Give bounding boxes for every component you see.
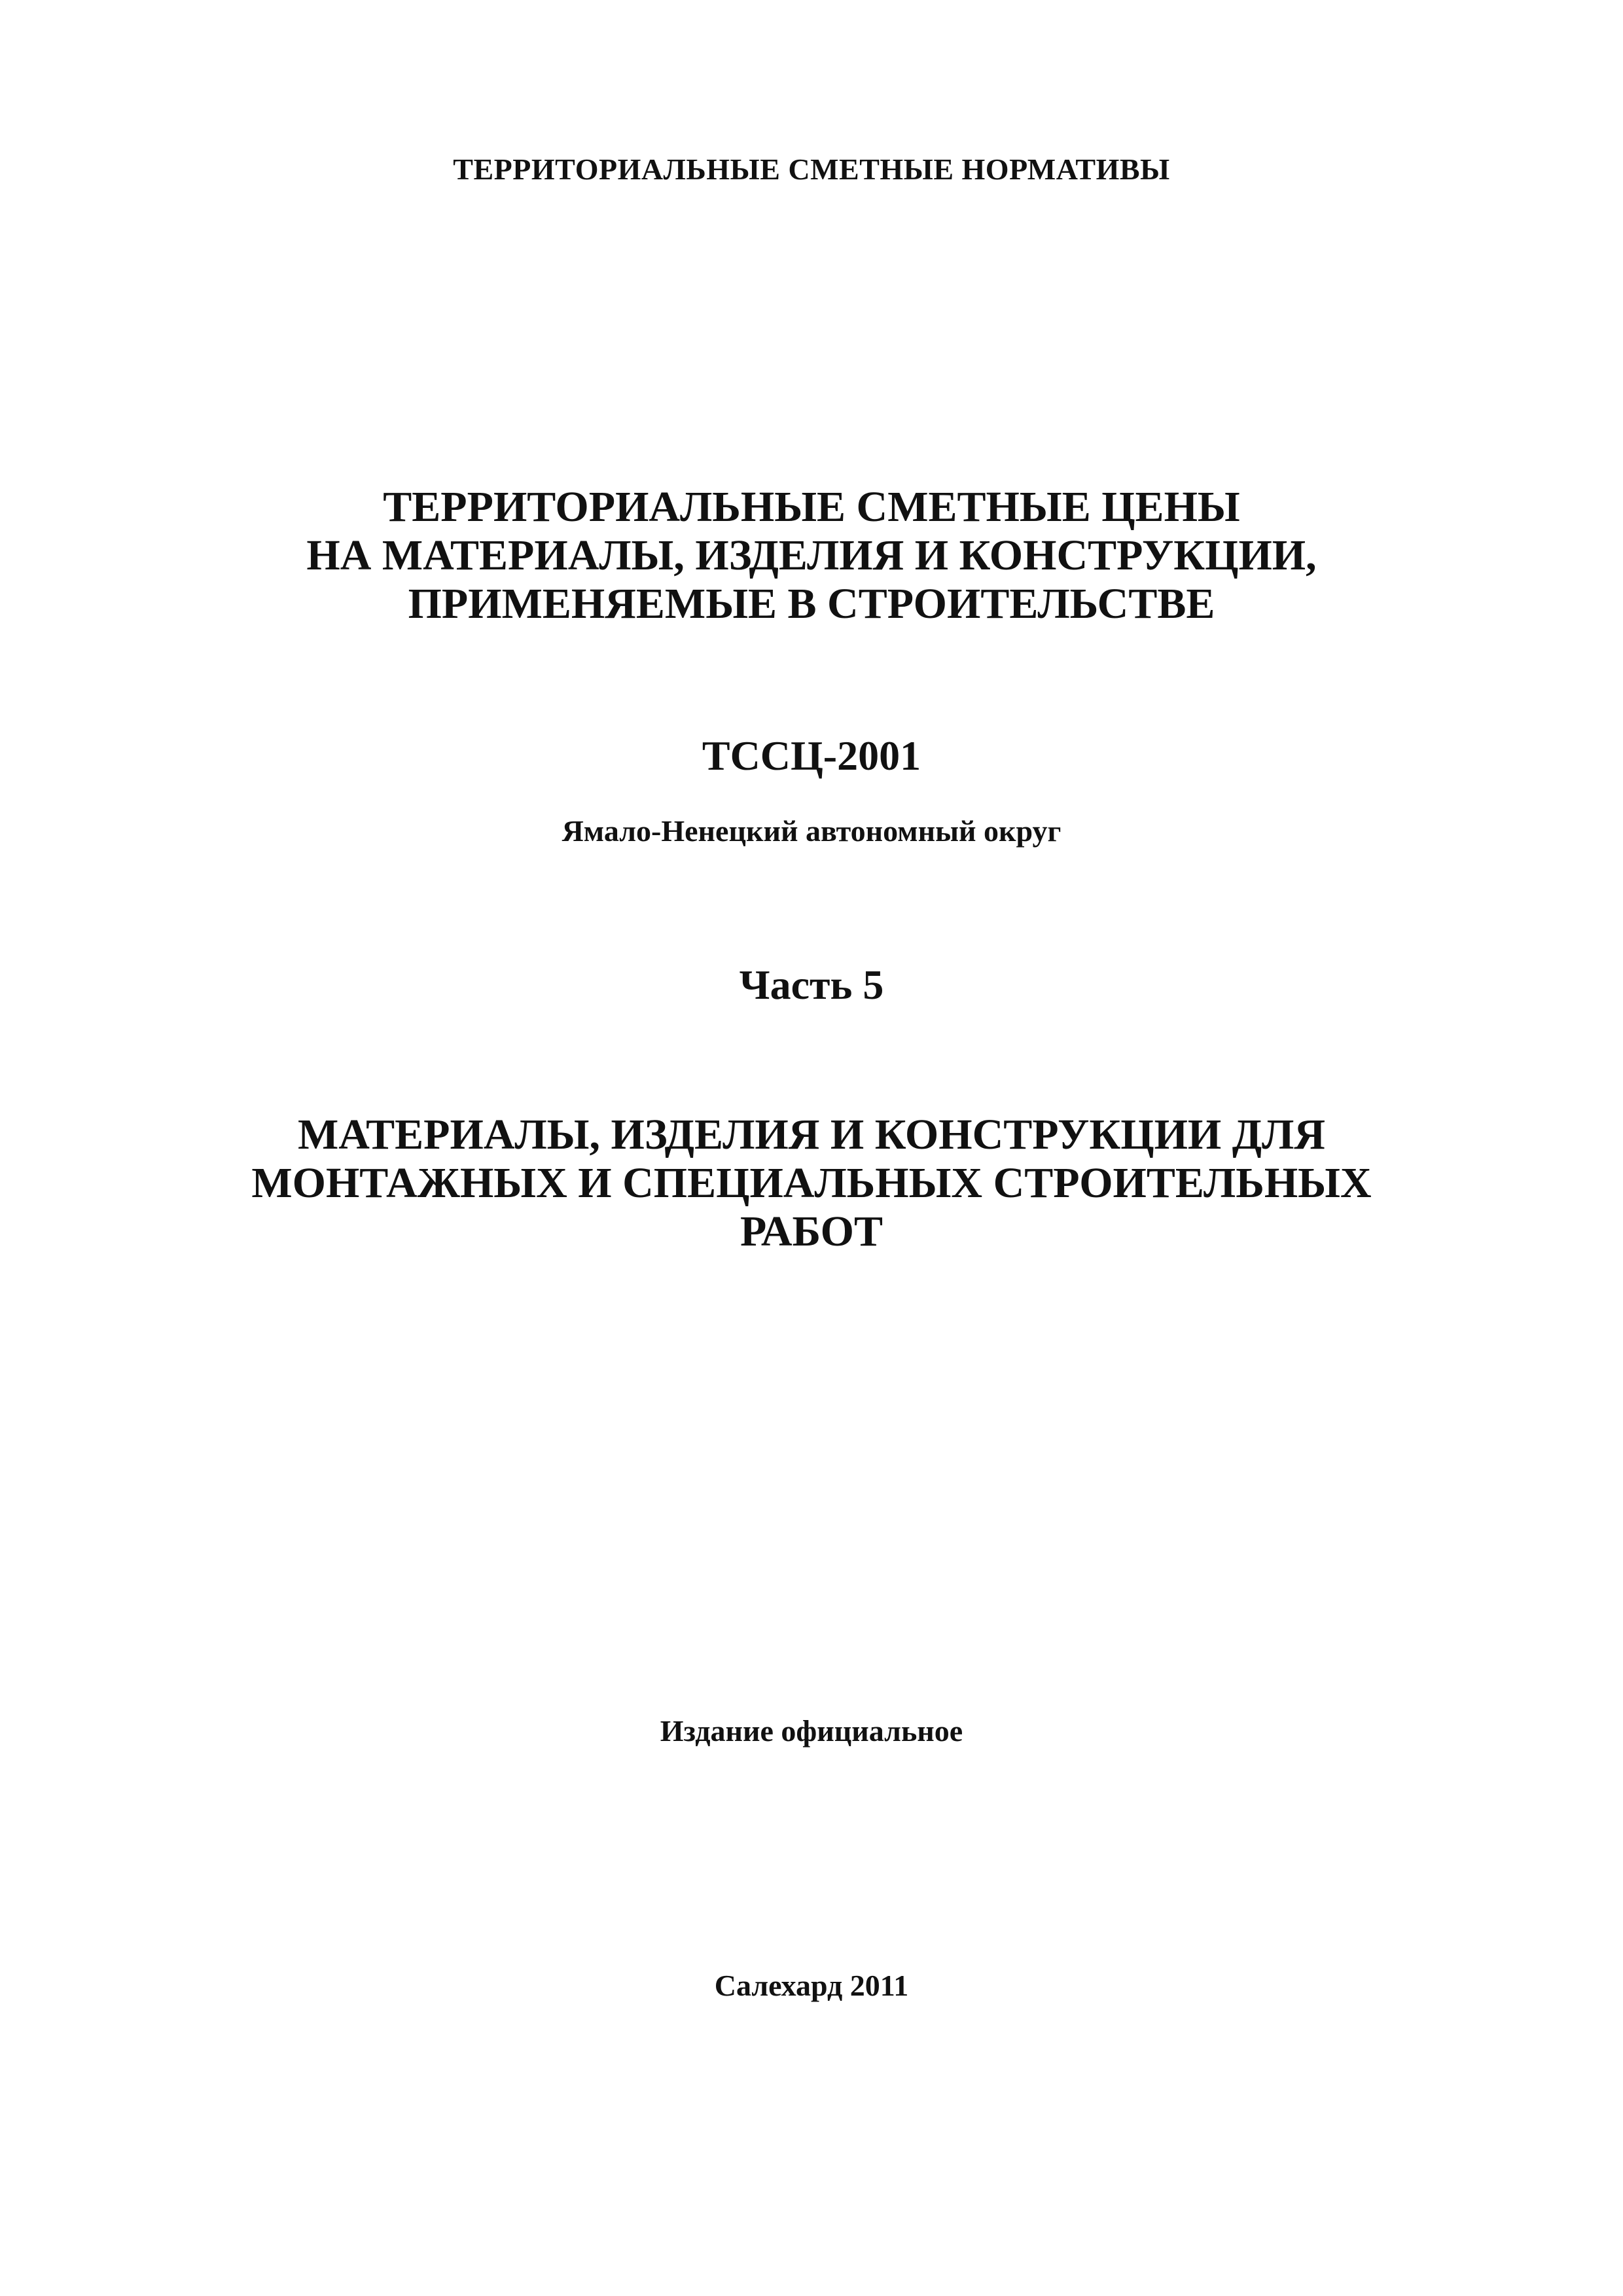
part-title-line-3: РАБОТ [740,1208,883,1255]
document-title [0,483,1623,628]
part-title-line-1: МАТЕРИАЛЫ, ИЗДЕЛИЯ И КОНСТРУКЦИИ ДЛЯ [297,1111,1325,1158]
region-name: Ямало-Ненецкий автономный округ [562,814,1061,848]
part-label: Часть 5 [739,961,884,1008]
series-heading: ТЕРРИТОРИАЛЬНЫЕ СМЕТНЫЕ НОРМАТИВЫ [453,152,1170,186]
place-and-year: Салехард 2011 [714,1969,909,2002]
title-line-3: ПРИМЕНЯЕМЫЕ В СТРОИТЕЛЬСТВЕ [408,580,1215,628]
part-title [0,1111,1623,1256]
edition-note: Издание официальное [660,1714,963,1748]
title-line-2: НА МАТЕРИАЛЫ, ИЗДЕЛИЯ И КОНСТРУКЦИИ, [306,531,1317,579]
part-title-line-2: МОНТАЖНЫХ И СПЕЦИАЛЬНЫХ СТРОИТЕЛЬНЫХ [251,1159,1372,1207]
title-line-1: ТЕРРИТОРИАЛЬНЫЕ СМЕТНЫЕ ЦЕНЫ [383,483,1240,531]
document-code: ТССЦ-2001 [702,732,921,779]
